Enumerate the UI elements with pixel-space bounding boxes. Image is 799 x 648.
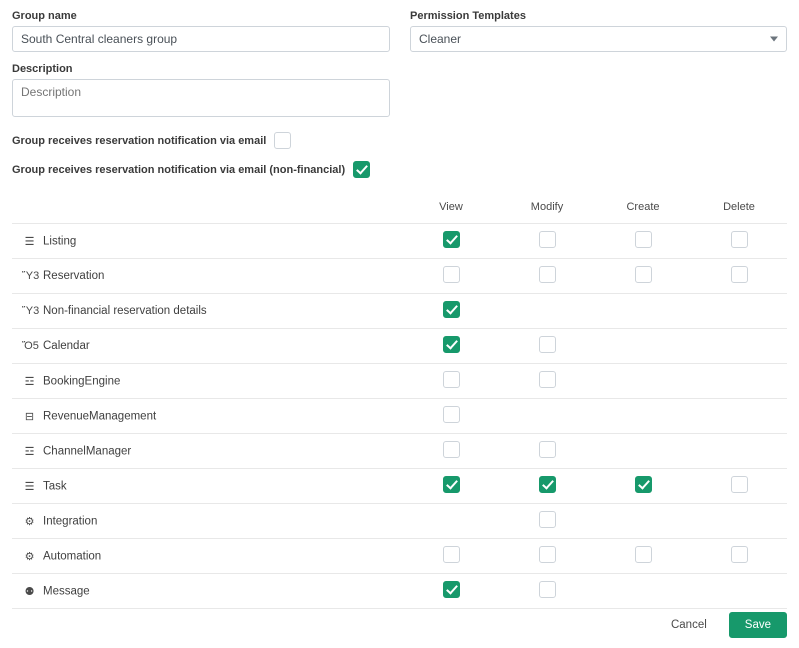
permission-template-select[interactable]	[410, 26, 787, 52]
cancel-button[interactable]: Cancel	[657, 612, 721, 638]
permission-cell-modify[interactable]	[499, 364, 595, 399]
permission-name-cell	[12, 574, 403, 609]
group-form-left-column	[12, 10, 390, 120]
calendar-days-icon: Ὄ5	[22, 339, 39, 352]
column-header-modify: Modify	[530, 201, 564, 213]
permission-cell-delete[interactable]	[691, 224, 787, 259]
permission-cell-view[interactable]	[403, 329, 499, 364]
table-row	[12, 434, 787, 469]
permission-cell-create	[595, 294, 691, 329]
permission-cell-create	[595, 329, 691, 364]
description-input[interactable]	[12, 79, 390, 117]
permission-checkbox-modify[interactable]	[539, 336, 556, 353]
permission-cell-view[interactable]	[403, 434, 499, 469]
permission-checkbox-view[interactable]	[443, 406, 460, 423]
table-row	[12, 504, 787, 539]
permission-name-label: Message	[43, 585, 90, 598]
permission-cell-delete	[691, 294, 787, 329]
permission-name-label: BookingEngine	[43, 375, 121, 388]
permission-checkbox-view[interactable]	[443, 371, 460, 388]
permission-cell-create	[595, 364, 691, 399]
permission-cell-delete	[691, 574, 787, 609]
permission-name-cell	[12, 364, 403, 399]
permission-cell-modify[interactable]	[499, 434, 595, 469]
table-row	[12, 574, 787, 609]
permission-cell-create	[595, 504, 691, 539]
permission-checkbox-view[interactable]	[443, 581, 460, 598]
permission-cell-view[interactable]	[403, 294, 499, 329]
column-header-create: Create	[626, 201, 660, 213]
permission-checkbox-view[interactable]	[443, 301, 460, 318]
list-icon: ☰	[24, 235, 35, 248]
permission-cell-view[interactable]	[403, 399, 499, 434]
notify-email-nonfinancial-checkbox[interactable]	[353, 161, 370, 178]
permission-name-label: Reservation	[43, 270, 105, 283]
permission-name-label: Task	[43, 480, 67, 493]
integration-icon: ⚙	[24, 515, 35, 528]
permission-cell-view[interactable]	[403, 539, 499, 574]
permission-cell-delete	[691, 434, 787, 469]
permission-name-cell	[12, 504, 403, 539]
permission-checkbox-modify[interactable]	[539, 231, 556, 248]
permission-cell-modify	[499, 294, 595, 329]
layers-icon: ☲	[24, 375, 35, 388]
table-row	[12, 329, 787, 364]
description-label: Description	[12, 63, 73, 75]
permission-checkbox-delete[interactable]	[731, 546, 748, 563]
permission-cell-create	[595, 399, 691, 434]
notify-email-nonfinancial-row[interactable]	[12, 161, 787, 178]
column-header-name	[12, 200, 403, 224]
permission-cell-create	[595, 574, 691, 609]
group-form	[12, 0, 787, 120]
permission-cell-delete[interactable]	[691, 259, 787, 294]
notify-email-label: Group receives reservation notification via email	[12, 134, 267, 147]
table-row	[12, 539, 787, 574]
permission-cell-modify[interactable]	[499, 469, 595, 504]
permission-name-label: Automation	[43, 550, 102, 563]
permission-checkbox-delete[interactable]	[731, 476, 748, 493]
permissions-table-head	[12, 200, 787, 224]
calendar-icon: Ὕ3	[22, 269, 40, 282]
gear-icon: ⚙	[24, 550, 35, 563]
permission-checkbox-view[interactable]	[443, 231, 460, 248]
permission-checkbox-modify[interactable]	[539, 511, 556, 528]
permission-cell-create[interactable]	[595, 539, 691, 574]
permission-cell-modify[interactable]	[499, 504, 595, 539]
permission-cell-view[interactable]	[403, 224, 499, 259]
permission-cell-modify	[499, 399, 595, 434]
column-header-delete: Delete	[723, 201, 755, 213]
permission-checkbox-view[interactable]	[443, 546, 460, 563]
permission-name-cell	[12, 224, 403, 259]
permission-cell-view[interactable]	[403, 364, 499, 399]
permission-cell-view[interactable]	[403, 259, 499, 294]
permission-checkbox-delete[interactable]	[731, 231, 748, 248]
column-header-view: View	[439, 201, 463, 213]
notify-email-nonfinancial-label: Group receives reservation notification via email (non-financial)	[12, 163, 346, 176]
permission-cell-create[interactable]	[595, 469, 691, 504]
message-icon: ⚉	[24, 585, 35, 598]
permission-checkbox-delete[interactable]	[731, 266, 748, 283]
permission-templates-label: Permission Templates	[410, 10, 526, 22]
table-row	[12, 294, 787, 329]
permission-checkbox-view[interactable]	[443, 336, 460, 353]
permission-checkbox-modify[interactable]	[539, 476, 556, 493]
permission-cell-create	[595, 434, 691, 469]
permission-cell-delete[interactable]	[691, 469, 787, 504]
permission-checkbox-create[interactable]	[635, 546, 652, 563]
calendar-icon: Ὕ3	[22, 304, 40, 317]
permission-cell-create[interactable]	[595, 259, 691, 294]
permission-name-cell	[12, 539, 403, 574]
save-button[interactable]: Save	[729, 612, 787, 638]
table-row	[12, 259, 787, 294]
currency-icon: ⊟	[24, 410, 35, 423]
permissions-table-body	[12, 224, 787, 609]
form-actions	[657, 612, 787, 638]
permission-checkbox-create[interactable]	[635, 476, 652, 493]
permission-cell-modify[interactable]	[499, 574, 595, 609]
permission-name-cell	[12, 329, 403, 364]
permission-cell-delete[interactable]	[691, 539, 787, 574]
permission-cell-modify[interactable]	[499, 539, 595, 574]
permission-checkbox-modify[interactable]	[539, 546, 556, 563]
permission-cell-delete	[691, 329, 787, 364]
permission-checkbox-view[interactable]	[443, 476, 460, 493]
permission-name-label: Integration	[43, 515, 98, 528]
permission-cell-modify[interactable]	[499, 259, 595, 294]
permission-checkbox-modify[interactable]	[539, 266, 556, 283]
permission-checkbox-modify[interactable]	[539, 371, 556, 388]
task-icon: ☰	[24, 480, 35, 493]
table-row	[12, 224, 787, 259]
permissions-table	[12, 200, 787, 609]
permission-name-label: Non-financial reservation details	[43, 305, 207, 318]
notify-email-checkbox[interactable]	[274, 132, 291, 149]
permission-cell-delete	[691, 504, 787, 539]
permissions-header-row	[12, 200, 787, 224]
permission-cell-modify[interactable]	[499, 329, 595, 364]
permission-cell-delete	[691, 399, 787, 434]
permission-cell-create[interactable]	[595, 224, 691, 259]
table-row	[12, 469, 787, 504]
permission-cell-view	[403, 504, 499, 539]
notify-email-row[interactable]	[12, 132, 787, 149]
layers-icon: ☲	[24, 445, 35, 458]
permission-name-cell	[12, 259, 403, 294]
permission-cell-view[interactable]	[403, 469, 499, 504]
permission-checkbox-view[interactable]	[443, 266, 460, 283]
description-block	[12, 63, 390, 120]
permission-cell-modify[interactable]	[499, 224, 595, 259]
permission-name-cell	[12, 294, 403, 329]
permission-checkbox-modify[interactable]	[539, 581, 556, 598]
permission-name-label: Calendar	[43, 340, 90, 353]
permission-checkbox-modify[interactable]	[539, 441, 556, 458]
permission-name-label: RevenueManagement	[43, 410, 157, 423]
group-name-label: Group name	[12, 10, 77, 22]
permission-name-label: ChannelManager	[43, 445, 132, 458]
permission-checkbox-view[interactable]	[443, 441, 460, 458]
group-name-input[interactable]	[12, 26, 390, 52]
permission-name-cell	[12, 434, 403, 469]
table-row	[12, 399, 787, 434]
permission-cell-view[interactable]	[403, 574, 499, 609]
table-row	[12, 364, 787, 399]
permission-cell-delete	[691, 364, 787, 399]
permission-name-cell	[12, 399, 403, 434]
permission-checkbox-create[interactable]	[635, 266, 652, 283]
permission-template-value[interactable]: Cleaner	[410, 26, 787, 52]
permission-name-label: Listing	[43, 235, 77, 248]
group-form-right-column	[410, 10, 787, 120]
permission-checkbox-create[interactable]	[635, 231, 652, 248]
permission-name-cell	[12, 469, 403, 504]
